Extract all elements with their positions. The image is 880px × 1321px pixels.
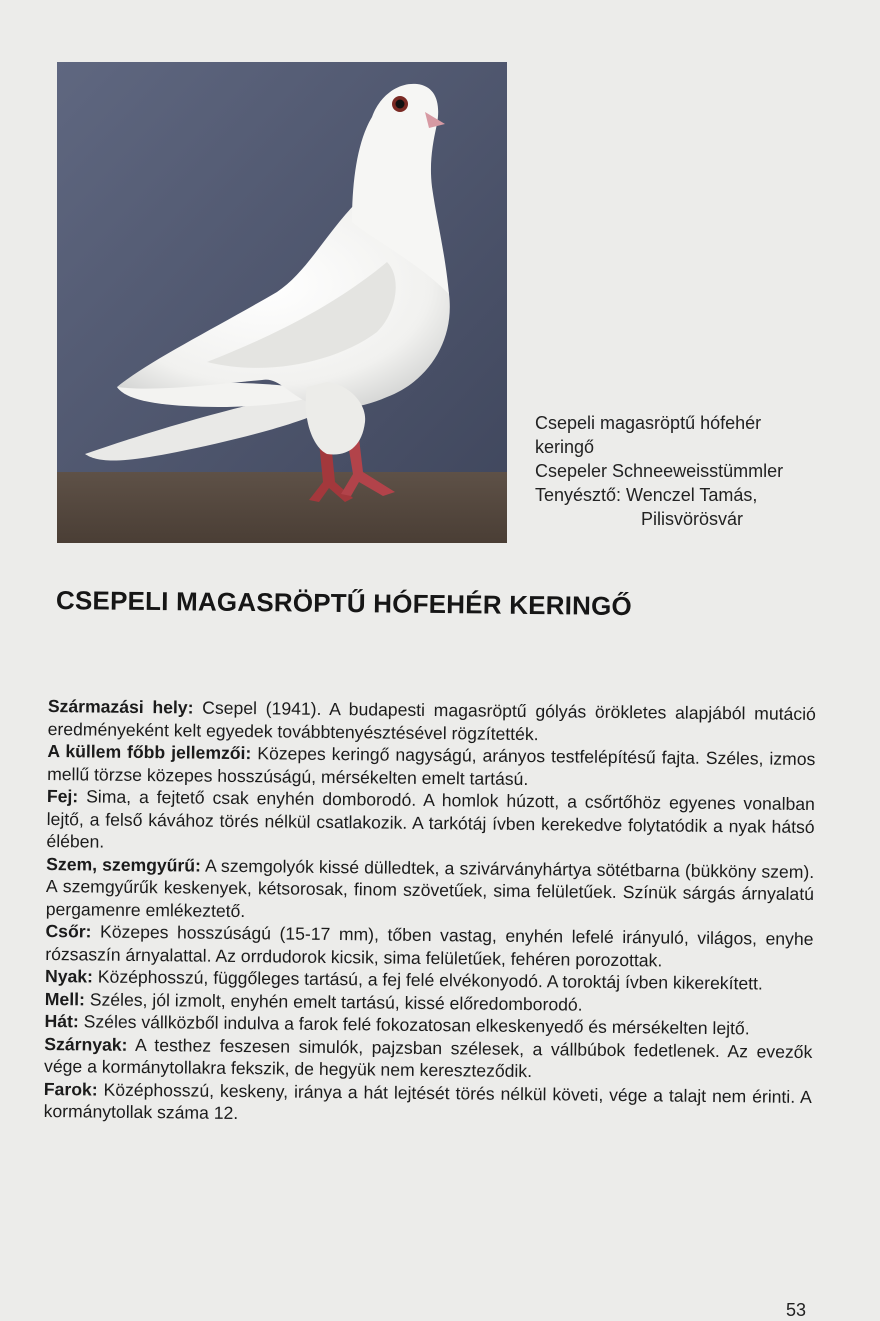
photo-caption <box>535 411 865 531</box>
section-label: Hát: <box>44 1010 79 1032</box>
caption-line-4: Tenyésztő: Wenczel Tamás, <box>535 485 758 505</box>
caption-line-5: Pilisvörösvár <box>641 509 744 529</box>
section-head <box>46 785 815 861</box>
caption-line-3: Csepeler Schneeweisstümmler <box>535 461 784 481</box>
section-wings <box>44 1032 812 1085</box>
section-text: Csepel (1941). A budapesti magasröptű gólyás örökletes alapjából mutáció eredményeként kelt egyedek továbbtenyésztésével rögzítették. <box>47 697 816 744</box>
section-text: Közepes keringő nagyságú, arányos testfelépítésű fajta. Széles, izmos mellű törzse közepes hosszúságú, mérsékelten emelt tartású. <box>47 743 816 789</box>
section-text: Széles, jól izmolt, enyhén emelt tartású, kissé előredomborodó. <box>84 988 583 1015</box>
section-label: Mell: <box>44 988 86 1009</box>
breed-description <box>44 695 816 1131</box>
section-label: Nyak: <box>44 965 94 987</box>
page-number: 53 <box>786 1300 807 1320</box>
section-text: Széles vállközből indulva a farok felé fokozatosan elkeskenyedő és mérsékelten lejtő. <box>78 1011 750 1039</box>
section-text: Középhosszú, függőleges tartású, a fej felé elvékonyodó. A toroktáj ívben kikerekített. <box>92 966 763 994</box>
section-text: Sima, a fejtető csak enyhén domborodó. A homlok húzott, a csőrtőhöz egyenes vonalban lejtő, a felső kávához törés nélkül csatlakozik. A tarkótáj ívben kerekedve folytatódik a nyak hátsó élében. <box>46 786 816 852</box>
section-label: Csőr: <box>45 920 92 942</box>
caption-line-2: keringő <box>535 437 595 457</box>
section-text: A testhez feszesen simulók, pajzsban szélesek, a vállbúbok fedetlenek. Az evezők vége a kormánytollakra fekszik, de hegyük nem kereszteződik. <box>44 1034 813 1082</box>
page-title: CSEPELI MAGASRÖPTŰ HÓFEHÉR KERINGŐ <box>55 585 633 622</box>
section-label: Farok: <box>43 1078 98 1100</box>
section-label: Szem, szemgyűrű: <box>46 853 202 876</box>
section-text: Középhosszú, keskeny, iránya a hát lejtését törés nélkül követi, vége a talajt nem érinti. A kormánytollak száma 12. <box>43 1079 812 1124</box>
section-text: A szemgolyók kissé dülledtek, a szivárványhártya sötétbarna (bükköny szem). A szemgyűrűk keskenyek, kétsorosak, finom szövetűek, sima felületűek. Színük sárgás árnyalatú pergamenre emlékeztető. <box>45 855 815 921</box>
section-label: Szárnyak: <box>44 1033 128 1055</box>
pigeon-photo <box>57 62 507 543</box>
section-appearance <box>47 740 815 793</box>
section-label: Fej: <box>46 785 79 807</box>
caption-line-1: Csepeli magasröptű hófehér <box>535 413 762 433</box>
section-tail <box>44 1077 812 1130</box>
section-label: A küllem főbb jellemzői: <box>47 740 252 764</box>
section-eye <box>46 852 815 928</box>
section-text: Közepes hosszúságú (15-17 mm), tőben vastag, enyhén lefelé irányuló, világos, enyhe rózsaszín árnyalattal. Az orrdudorok kicsik, sima felületűek, fehéren porozottak. <box>45 921 814 970</box>
section-origin <box>48 695 816 748</box>
section-beak <box>45 920 813 973</box>
section-label: Származási hely: <box>47 695 194 718</box>
